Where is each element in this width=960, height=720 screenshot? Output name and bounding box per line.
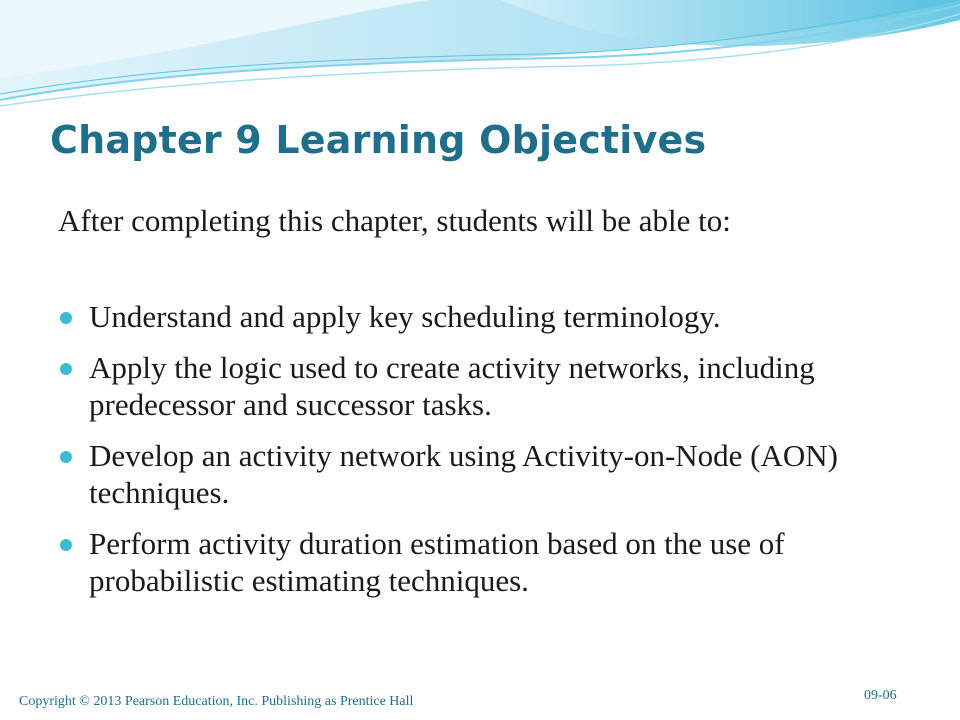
slide-title: Chapter 9 Learning Objectives: [50, 118, 707, 162]
objective-item: [58, 525, 908, 599]
bullet-dot-icon: [60, 363, 72, 375]
copyright-footer: Copyright © 2013 Pearson Education, Inc. Publishing as Prentice Hall: [19, 694, 414, 709]
intro-text: After completing this chapter, students will be able to:: [58, 203, 731, 238]
header-wave-decoration: [0, 0, 960, 130]
objective-text: Develop an activity network using Activity-on-Node (AON) techniques.: [89, 438, 838, 510]
slide-number: 09-06: [864, 688, 897, 703]
bullet-dot-icon: [60, 312, 72, 324]
objective-text: Apply the logic used to create activity networks, including predecessor and successor tasks.: [89, 350, 815, 422]
bullet-dot-icon: [60, 539, 72, 551]
objective-text: Understand and apply key scheduling terminology.: [89, 299, 721, 334]
bullet-dot-icon: [60, 451, 72, 463]
objectives-list: [58, 298, 908, 613]
objective-item: [58, 298, 908, 335]
objective-item: [58, 349, 908, 423]
objective-text: Perform activity duration estimation based on the use of probabilistic estimating techniques.: [89, 526, 785, 598]
objective-item: [58, 437, 908, 511]
